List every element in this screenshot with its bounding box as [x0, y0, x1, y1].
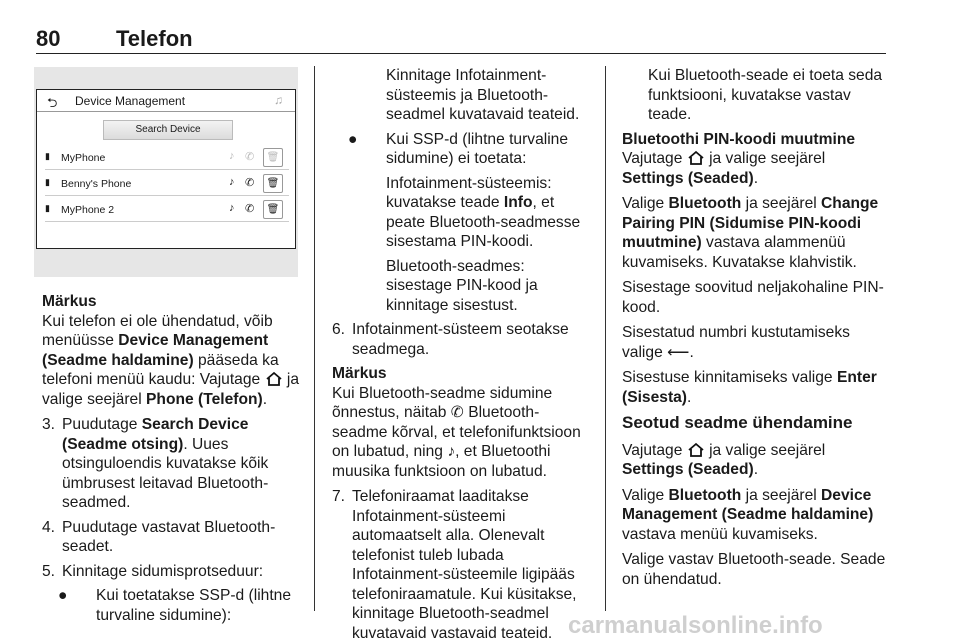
- text: , et Bluetoothi muusika funktsioon on lubatud.: [332, 443, 551, 480]
- bold-text: Settings (Seaded): [622, 169, 754, 187]
- text: . Uues otsinguloendis kuvatakse kõik ümbrusest leitavad Bluetooth-seadmed.: [62, 435, 269, 511]
- music-note-icon: ♪: [229, 176, 235, 188]
- step-number: 3.: [42, 416, 56, 433]
- phone-icon: ✆: [245, 177, 255, 189]
- step-6: [332, 320, 594, 359]
- phone-icon: ✆: [245, 151, 255, 163]
- note-paragraph: [332, 384, 594, 482]
- music-note-icon: ♪: [229, 202, 235, 214]
- paragraph: Bluetooth-seadmes: sisestage PIN-kood ja kinnitage sisestust.: [386, 257, 538, 314]
- bold-text: Bluetooth: [668, 195, 742, 212]
- text: Bluetooth-seadme kõrval, et telefonifunktsioon on lubatud, ning: [332, 404, 581, 460]
- text: Sisestuse kinnitamiseks valige: [622, 369, 837, 386]
- music-note-icon: ♪: [229, 150, 235, 162]
- section-heading: Seotud seadme ühendamine: [622, 413, 853, 432]
- step-5: [42, 562, 304, 582]
- paragraph: [622, 368, 888, 407]
- text: Infotainment-süsteem seotakse seadmega.: [352, 321, 569, 358]
- step-7: [332, 487, 594, 642]
- watermark: carmanualsonline.info: [568, 612, 823, 639]
- paragraph: Kinnitage Infotainment-süsteemis ja Bluetooth-seadmel kuvatavaid teateid.: [386, 67, 580, 123]
- screen-header: [37, 90, 295, 112]
- bold-text: Search Device (Seadme otsing): [62, 416, 249, 453]
- column-2: [332, 66, 594, 642]
- column-divider: [314, 66, 315, 611]
- device-name: Benny's Phone: [61, 178, 132, 190]
- paragraph: [332, 174, 594, 252]
- text: Valige: [622, 195, 669, 212]
- bold-text: Enter (Sisesta): [622, 369, 877, 406]
- paragraph: Valige vastav Bluetooth-seade. Seade on ühendatud.: [622, 551, 886, 588]
- text: ja seejärel: [741, 195, 822, 212]
- text: Vajutage: [622, 441, 687, 459]
- text: Puudutage: [62, 416, 142, 433]
- text: vastava menüü kuvamiseks.: [622, 525, 818, 543]
- bold-text: Info: [503, 194, 533, 211]
- music-note-icon: ♪: [447, 443, 456, 460]
- column-divider: [605, 66, 606, 611]
- paragraph: Sisestage soovitud neljakohaline PIN-kood.: [622, 279, 884, 316]
- note-heading: Märkus: [332, 365, 387, 382]
- bullet-item: [332, 130, 594, 169]
- text: Vajutage: [622, 150, 687, 167]
- bullet-icon: ●: [348, 130, 358, 148]
- text: Kinnitage sidumisprotseduur:: [62, 562, 264, 580]
- trash-icon: 🗑: [263, 174, 283, 193]
- text: Puudutage vastavat Bluetooth-seadet.: [62, 518, 276, 555]
- text: , et peate Bluetooth-seadmesse sisestama PIN-koodi.: [386, 194, 581, 250]
- search-device-button: Search Device: [103, 120, 233, 140]
- home-icon: [687, 442, 705, 458]
- page-title: Telefon: [116, 26, 193, 51]
- bold-text: Device Management (Seadme haldamine): [622, 486, 874, 523]
- device-row: [45, 146, 289, 170]
- trash-icon: 🗑: [263, 148, 283, 167]
- bold-text: Bluetooth: [668, 486, 742, 504]
- text: Infotainment-süsteemis: kuvatakse teade: [386, 174, 552, 211]
- phone-icon: ✆: [245, 203, 255, 215]
- device-management-illustration: [34, 67, 298, 277]
- text: .: [753, 169, 759, 187]
- text: Kui toetatakse SSP-d (lihtne turvaline sidumine):: [96, 587, 292, 624]
- paragraph: [622, 486, 888, 545]
- column-1: [42, 292, 304, 630]
- paragraph: [622, 441, 888, 480]
- back-arrow-icon: ⮌: [47, 95, 58, 110]
- trash-icon: 🗑: [263, 200, 283, 219]
- page-header: [36, 26, 886, 54]
- note-heading: Märkus: [42, 293, 97, 310]
- text: Telefoniraamat laaditakse Infotainment-süsteemi automaatselt alla. Olenevalt telefonist tuleb lubada Infotainment-süsteemile ligipääs telefoniraamatule. Kui küsitakse, kinnitage Bluetooth-seadmel kuvatavaid vastavaid teateid.: [352, 488, 577, 642]
- text: vastava alammenüü kuvamiseks. Kuvatakse klahvistik.: [622, 234, 857, 271]
- text: Kui Bluetooth-seadme sidumine õnnestus, näitab: [332, 384, 553, 421]
- device-name: MyPhone: [61, 152, 106, 164]
- text: ja seejärel: [741, 486, 822, 504]
- note-paragraph: [42, 312, 304, 410]
- text: Valige: [622, 486, 669, 504]
- paragraph: [622, 149, 888, 188]
- phone-device-icon: ▮: [45, 151, 50, 161]
- phone-icon: ✆: [450, 404, 464, 421]
- text: ja valige seejärel: [704, 150, 826, 167]
- step-4: [42, 518, 304, 557]
- phone-device-icon: ▮: [45, 177, 50, 187]
- bold-text: Device Management (Seadme haldamine): [42, 332, 269, 369]
- section-subheading: Bluetoothi PIN-koodi muutmine: [622, 130, 856, 148]
- infotainment-screen: [36, 89, 296, 249]
- text: .: [687, 388, 692, 406]
- music-note-icon: ♫: [274, 93, 283, 107]
- back-arrow-icon: ⟵: [667, 343, 690, 361]
- paragraph: [622, 323, 888, 362]
- text: Kui telefon ei ole ühendatud, võib menüüsse: [42, 312, 273, 349]
- device-row: [45, 172, 289, 196]
- bullet-item: [42, 586, 304, 625]
- home-icon: [687, 150, 705, 166]
- text: .: [753, 461, 759, 478]
- step-number: 4.: [42, 518, 56, 536]
- paragraph: Kui Bluetooth-seade ei toeta seda funktsiooni, kuvatakse vastav teade.: [648, 67, 883, 123]
- text: Sisestatud numbri kustutamiseks valige: [622, 324, 850, 361]
- bold-text: Phone (Telefon): [146, 390, 263, 408]
- device-name: MyPhone 2: [61, 204, 115, 216]
- step-number: 6.: [332, 321, 346, 338]
- text: Kui SSP-d (lihtne turvaline sidumine) ei toetata:: [386, 130, 569, 167]
- screen-title: Device Management: [75, 94, 186, 108]
- step-number: 7.: [332, 488, 346, 505]
- phone-device-icon: ▮: [45, 203, 50, 213]
- text: .: [689, 343, 694, 361]
- text: ja valige seejärel: [42, 371, 299, 408]
- text: ja valige seejärel: [704, 441, 826, 459]
- bold-text: Settings (Seaded): [622, 461, 754, 478]
- step-3: [42, 415, 304, 513]
- text: pääseda ka telefoni menüü kaudu: Vajutage: [42, 351, 279, 388]
- bullet-icon: ●: [58, 587, 68, 604]
- step-number: 5.: [42, 562, 56, 580]
- paragraph: [622, 194, 888, 272]
- text: .: [262, 390, 268, 408]
- column-3: [622, 66, 888, 595]
- bold-text: Change Pairing PIN (Sidumise PIN-koodi muutmine): [622, 195, 879, 251]
- home-icon: [265, 371, 283, 387]
- device-row: [45, 198, 289, 222]
- page-number: 80: [36, 26, 61, 51]
